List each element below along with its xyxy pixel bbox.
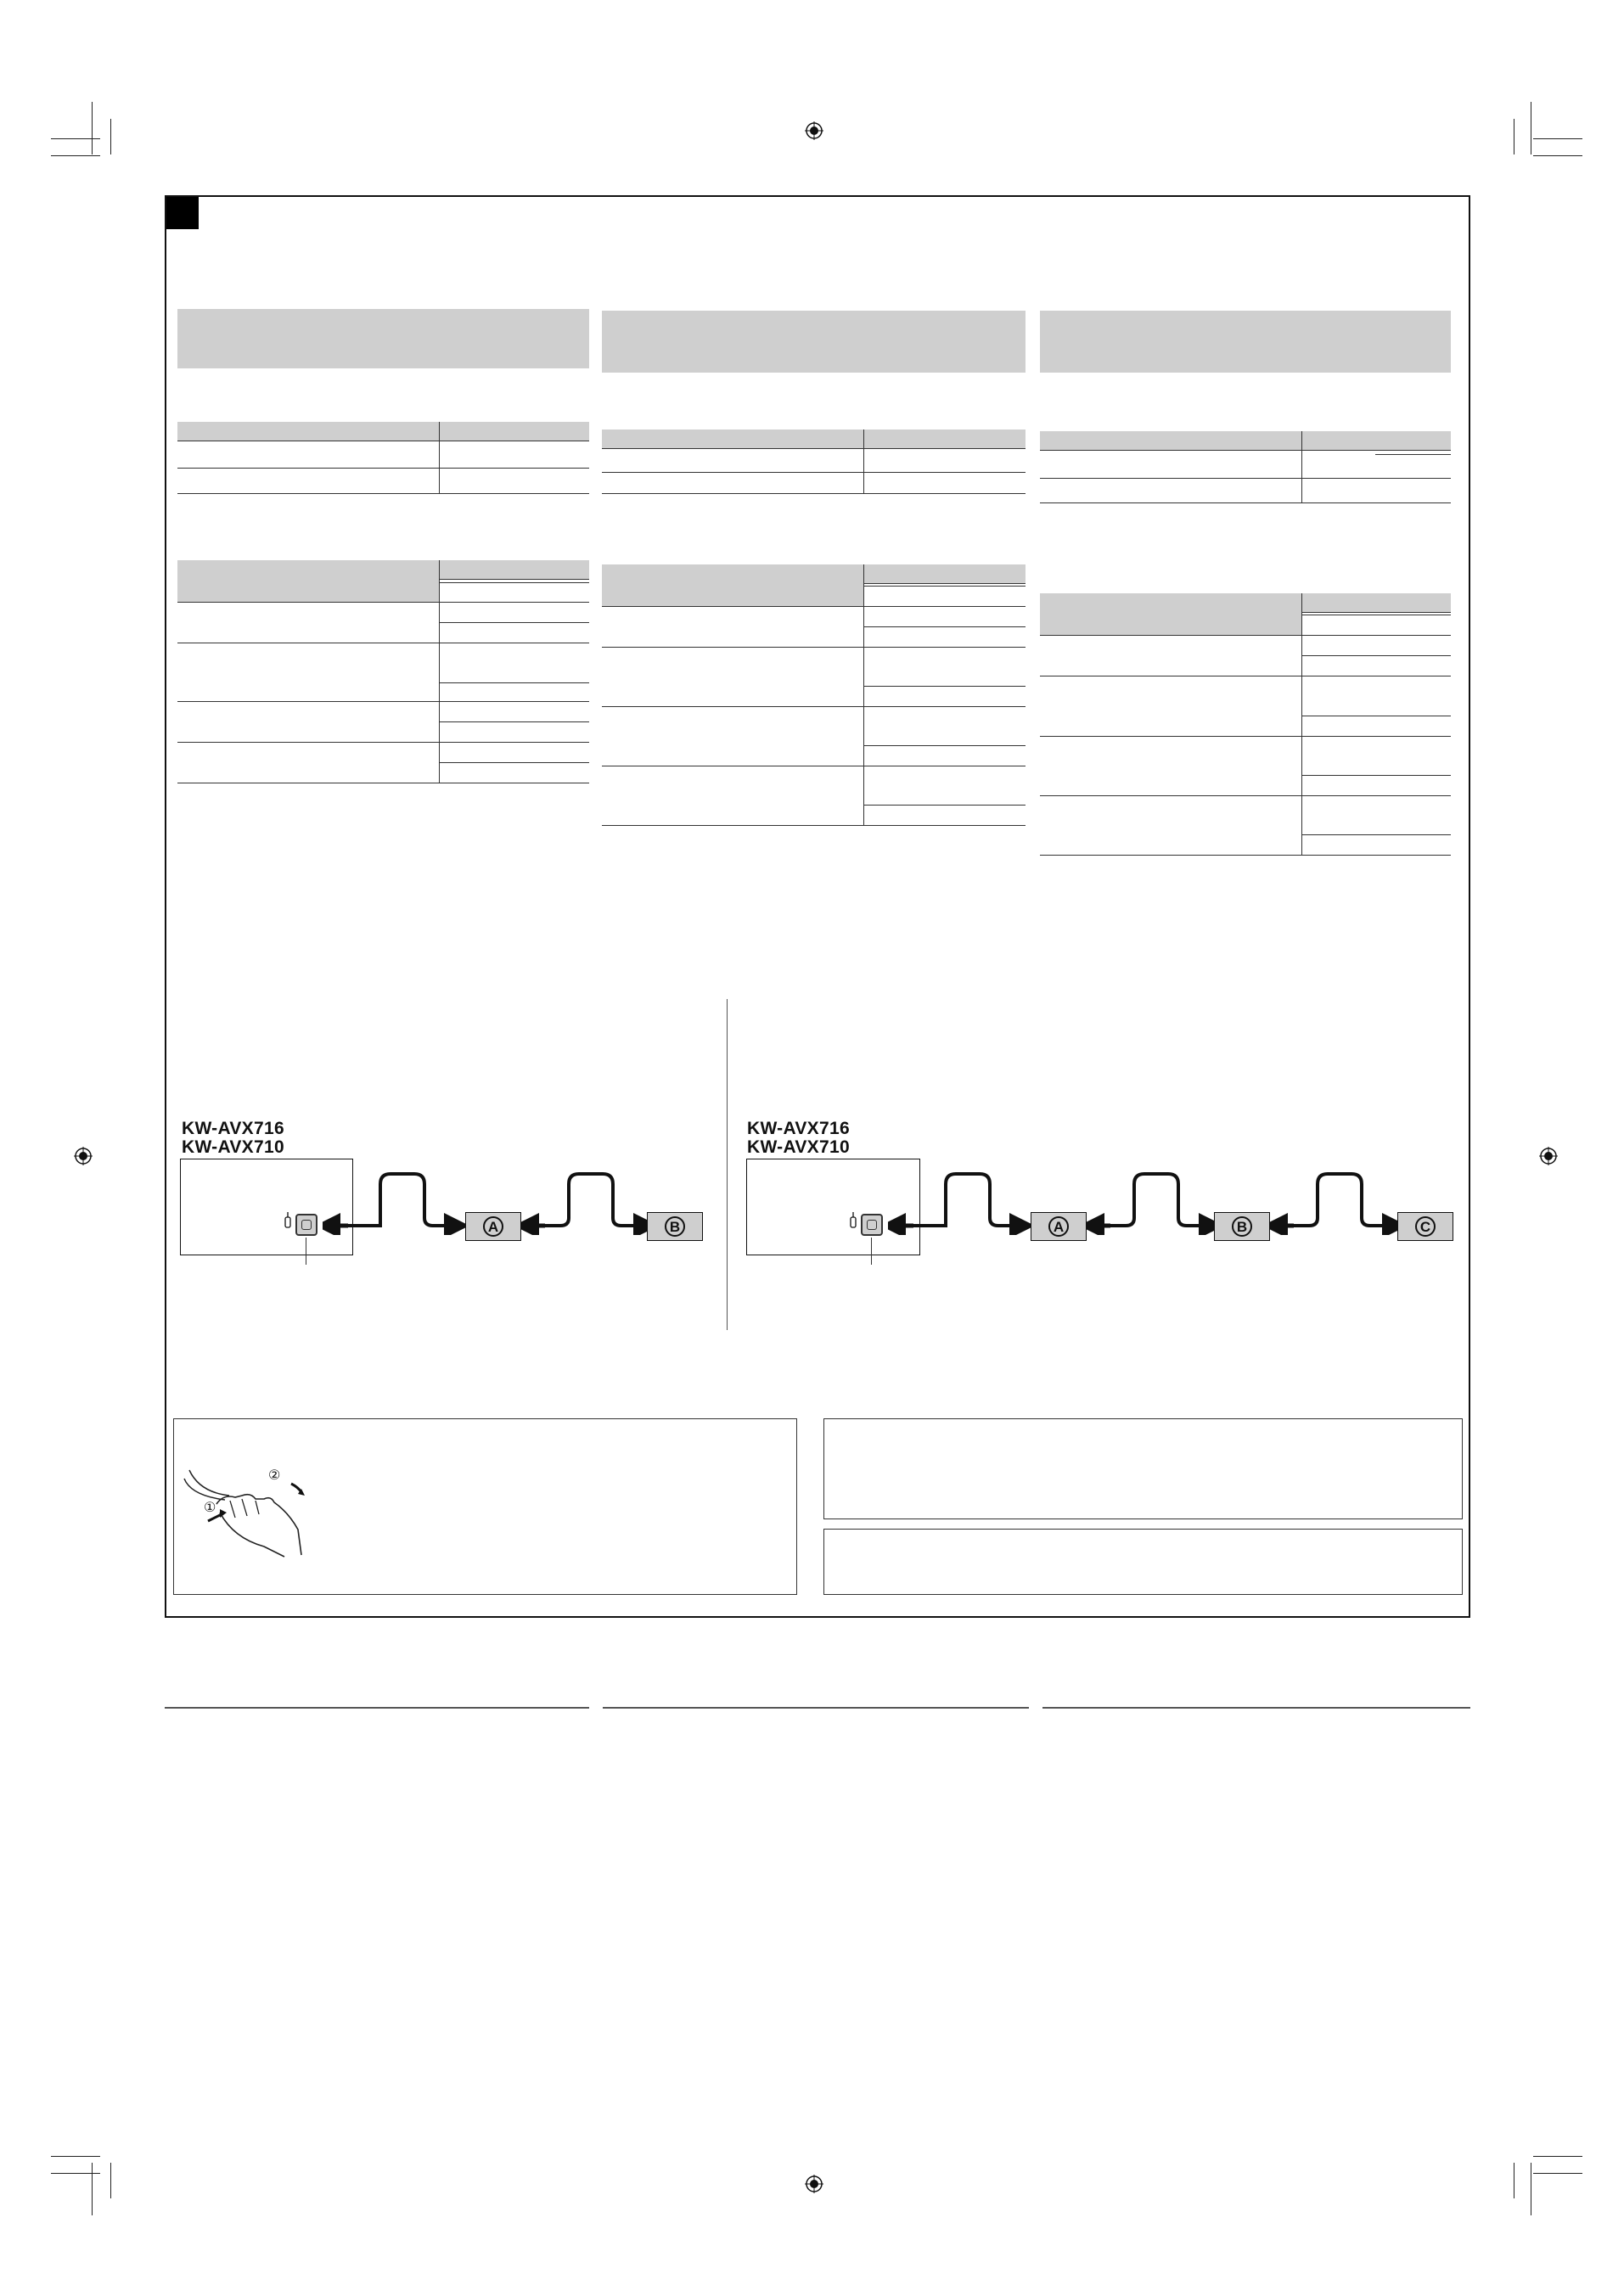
- model-label-2: KW-AVX710: [182, 1137, 284, 1157]
- note-box-right-top: [823, 1418, 1463, 1519]
- connection-cables: [888, 1167, 1465, 1235]
- note-box-right-bottom: [823, 1529, 1463, 1595]
- page-frame: [165, 195, 1470, 1618]
- hand-cable-illustration-icon: [183, 1462, 310, 1563]
- footer-line-2: [603, 1707, 1029, 1709]
- device-a: A: [1031, 1212, 1087, 1241]
- model-label-1: KW-AVX716: [182, 1119, 284, 1138]
- registration-mark-icon: [74, 1147, 93, 1165]
- registration-mark-icon: [805, 121, 823, 140]
- model-label-2: KW-AVX710: [747, 1137, 850, 1157]
- section-marker: [166, 197, 199, 229]
- registration-mark-icon: [1539, 1147, 1558, 1165]
- connector-port-icon: [861, 1214, 883, 1236]
- column-2-header: [602, 311, 1026, 373]
- step-label-2: ②: [268, 1468, 281, 1483]
- connector-port-icon: [295, 1214, 317, 1236]
- step-label-1: ①: [204, 1501, 216, 1515]
- diagram-divider: [727, 999, 728, 1330]
- device-a: A: [465, 1212, 521, 1241]
- device-b: B: [1214, 1212, 1270, 1241]
- registration-mark-icon: [805, 2175, 823, 2193]
- connector-symbol-icon: [283, 1212, 293, 1229]
- footer-line-3: [1042, 1707, 1470, 1709]
- device-c: C: [1397, 1212, 1453, 1241]
- column-1-header: [177, 309, 589, 368]
- column-3-header: [1040, 311, 1451, 373]
- connector-symbol-icon: [848, 1212, 858, 1229]
- model-label-1: KW-AVX716: [747, 1119, 850, 1138]
- device-b: B: [647, 1212, 703, 1241]
- footer-line-1: [165, 1707, 589, 1709]
